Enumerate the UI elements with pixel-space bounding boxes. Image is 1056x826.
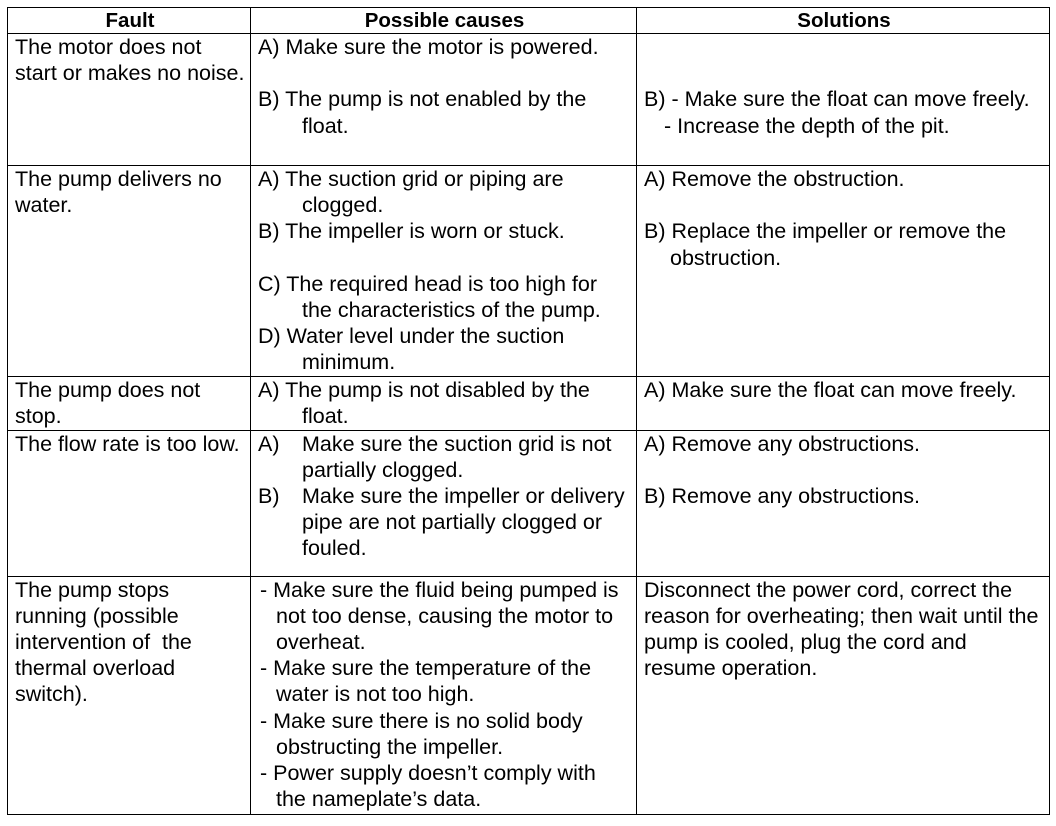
solution-text: Disconnect the power cord, correct the reason for overheating; then wait until the pump is cooled, plug the cord and resume operation. [644,577,1039,681]
solution-item: - Increase the depth of the pit. [664,113,950,138]
causes-cell [251,576,637,814]
fault-cell [8,430,251,576]
table-header [8,8,1050,34]
solution-item: A) Remove any obstructions. [644,431,921,456]
cause-item: A) The pump is not disabled by the float. [258,377,590,428]
cause-item: - Power supply doesn’t comply with the nameplate’s data. [260,761,596,812]
table-row [8,34,1050,166]
solutions-cell [637,34,1050,166]
causes-cell [251,34,637,166]
cause-item: - Make sure the temperature of the water is not too high. [260,656,592,707]
cause-item: C) The required head is too high for the characteristics of the pump. [258,271,601,322]
fault-cell [8,34,251,166]
fault-text: The pump does not stop. [15,377,201,428]
fault-text: The pump delivers no water. [15,167,222,218]
table-row [8,166,1050,377]
fault-text: The flow rate is too low. [15,431,240,456]
cause-item: B) The pump is not enabled by the float. [258,87,587,138]
solution-item: B) Remove any obstructions. [644,484,921,508]
cause-text: Make sure the suction grid is not partially clogged. [302,431,624,482]
causes-cell [251,430,637,576]
header-possible-causes: Possible causes [251,8,637,34]
fault-text: The motor does not start or makes no noise. [15,35,245,86]
cause-item: B) The impeller is worn or stuck. [258,219,565,244]
cause-item [258,483,631,562]
table-row [8,430,1050,576]
cause-text: Make sure the impeller or delivery pipe are not partially clogged or fouled. [302,484,625,561]
troubleshooting-table [7,7,1050,815]
cause-item: - Make sure there is no solid body obstructing the impeller. [260,708,583,759]
fault-text: The pump stops running (possible intervention of the thermal overload switch). [15,577,198,707]
cause-item: D) Water level under the suction minimum. [258,324,565,375]
table-row [8,576,1050,814]
solution-item: B) Replace the impeller or remove the obstruction. [644,219,1007,270]
solution-item: A) Remove the obstruction. [644,167,905,191]
cause-letter: A) [258,431,280,456]
solution-item: A) Make sure the float can move freely. [644,377,1017,402]
fault-cell [8,576,251,814]
solution-item: B) - Make sure the float can move freely. [644,87,1030,112]
cause-item: - Make sure the fluid being pumped is not too dense, causing the motor to overheat. [260,577,619,655]
fault-cell [8,376,251,430]
solutions-cell [637,376,1050,430]
cause-item: A) The suction grid or piping are clogged. [258,167,564,218]
cause-item [258,431,631,483]
header-row [8,8,1050,34]
cause-letter: B) [258,484,280,509]
solutions-cell [637,576,1050,814]
fault-cell [8,166,251,377]
solutions-cell [637,430,1050,576]
solutions-cell [637,166,1050,377]
cause-item: A) Make sure the motor is powered. [258,35,599,59]
table-row [8,376,1050,430]
causes-cell [251,166,637,377]
header-solutions: Solutions [637,8,1050,34]
header-fault: Fault [8,8,251,34]
causes-cell [251,376,637,430]
